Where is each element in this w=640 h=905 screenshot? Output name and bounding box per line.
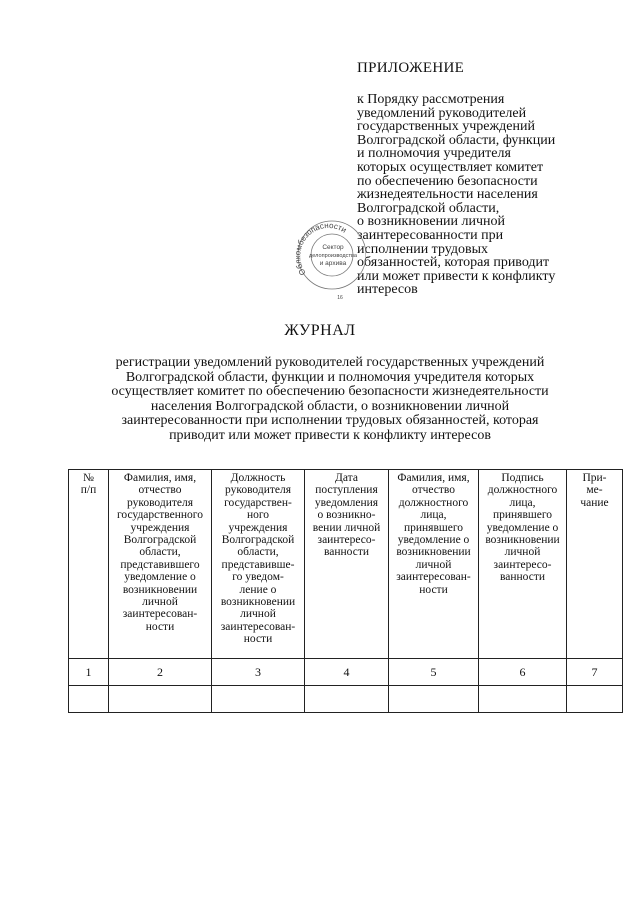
journal-title: ЖУРНАЛ bbox=[284, 322, 356, 339]
header-line: ности bbox=[145, 620, 175, 633]
header-line: государствен- bbox=[224, 496, 292, 509]
header-line: вении личной bbox=[312, 521, 381, 534]
empty-cell bbox=[212, 686, 305, 713]
stamp-ring-text: Облкомбезопасности bbox=[293, 220, 349, 277]
header-line: личной bbox=[240, 608, 276, 621]
appendix-line: о возникновении личной bbox=[357, 214, 506, 230]
stamp-center-line: Сектор bbox=[322, 244, 344, 251]
header-line: заинтересо- bbox=[493, 558, 552, 571]
header-line: лица, bbox=[420, 509, 447, 522]
header-line: личной bbox=[415, 558, 452, 571]
header-line: № bbox=[83, 472, 94, 484]
column-number-cell: 2 bbox=[109, 659, 212, 686]
header-note bbox=[567, 470, 623, 659]
column-number-cell: 5 bbox=[389, 659, 479, 686]
header-line: заинтересован- bbox=[220, 620, 296, 633]
header-line: возникновении bbox=[122, 583, 198, 596]
header-line: возникновении bbox=[396, 546, 471, 559]
journal-subtitle-line: регистрации уведомлений руководителей государственных учреждений bbox=[115, 355, 545, 370]
empty-cell bbox=[109, 686, 212, 713]
header-official-full-name bbox=[389, 470, 479, 659]
header-line: должностного bbox=[487, 484, 558, 497]
header-line: Должность bbox=[230, 472, 286, 484]
header-line: уведомление о bbox=[397, 534, 470, 547]
header-line: отчество bbox=[138, 484, 182, 497]
appendix-line: уведомлений руководителей bbox=[357, 105, 527, 121]
appendix-line: заинтересованности при bbox=[357, 227, 504, 243]
header-line: области, bbox=[237, 546, 279, 559]
register-table bbox=[68, 469, 623, 713]
appendix-line: интересов bbox=[357, 282, 418, 298]
appendix-line: и полномочия учредителя bbox=[357, 146, 511, 162]
header-line: представивше- bbox=[221, 558, 295, 571]
appendix-line: исполнении трудовых bbox=[357, 241, 489, 257]
header-line: учреждения bbox=[130, 521, 190, 534]
journal-subtitle-line: осуществляет комитет по обеспечению безопасности жизнедеятельности bbox=[111, 384, 549, 400]
appendix-line: обязанностей, которая приводит bbox=[357, 255, 550, 271]
appendix-line: или может привести к конфликту bbox=[357, 268, 556, 284]
header-line: возникновении bbox=[485, 534, 560, 547]
header-line: заинтересован- bbox=[396, 571, 471, 584]
header-line: о возникно- bbox=[317, 509, 376, 522]
header-line: ванности bbox=[499, 571, 545, 584]
appendix-line: к Порядку рассмотрения bbox=[357, 92, 505, 107]
header-line: руководителя bbox=[224, 484, 292, 497]
journal-subtitle-line: заинтересованности при исполнении трудовых обязанностей, которая bbox=[121, 413, 539, 429]
header-line: При- bbox=[582, 472, 607, 484]
header-line: ление о bbox=[239, 583, 277, 596]
header-line: лица, bbox=[509, 496, 536, 509]
column-number-cell: 4 bbox=[305, 659, 389, 686]
header-number bbox=[69, 470, 109, 659]
table-header-row bbox=[69, 470, 623, 659]
header-line: п/п bbox=[80, 484, 97, 497]
appendix-reference bbox=[357, 93, 627, 297]
header-head-position bbox=[212, 470, 305, 659]
header-line: Фамилия, имя, bbox=[123, 472, 197, 484]
appendix-line: по обеспечению безопасности bbox=[357, 173, 538, 189]
header-line: представившего bbox=[120, 558, 200, 571]
header-line: Подпись bbox=[501, 472, 544, 484]
header-line: государственного bbox=[117, 509, 203, 522]
journal-subtitle-line: Волгоградской области, функции и полномочия учредителя которых bbox=[125, 369, 535, 385]
empty-cell bbox=[567, 686, 623, 713]
column-number-cell: 3 bbox=[212, 659, 305, 686]
header-line: личной bbox=[142, 596, 178, 609]
header-head-full-name bbox=[109, 470, 212, 659]
empty-cell bbox=[69, 686, 109, 713]
column-number-cell: 6 bbox=[479, 659, 567, 686]
header-line: отчество bbox=[411, 484, 456, 497]
table-number-row bbox=[69, 659, 623, 686]
header-line: Фамилия, имя, bbox=[397, 472, 470, 484]
header-line: учреждения bbox=[228, 521, 288, 534]
appendix-line: Волгоградской области, функции bbox=[357, 132, 556, 148]
header-line: принявшего bbox=[492, 509, 553, 522]
header-line: Волгоградской bbox=[221, 534, 295, 547]
appendix-line: жизнедеятельности населения bbox=[357, 187, 538, 203]
header-line: Дата bbox=[335, 472, 358, 484]
header-line: заинтересо- bbox=[317, 534, 376, 547]
table-empty-row bbox=[69, 686, 623, 713]
header-line: поступления bbox=[315, 484, 378, 497]
header-line: возникновении bbox=[220, 596, 296, 609]
empty-cell bbox=[389, 686, 479, 713]
header-line: личной bbox=[504, 546, 541, 559]
header-line: ванности bbox=[323, 546, 369, 559]
registration-stamp bbox=[292, 215, 366, 303]
header-line: руководителя bbox=[126, 496, 194, 509]
header-line: уведомления bbox=[314, 496, 379, 509]
journal-subtitle-line: приводит или может привести к конфликту интересов bbox=[169, 427, 491, 443]
empty-cell bbox=[305, 686, 389, 713]
header-line: заинтересован- bbox=[122, 608, 198, 621]
column-number-cell: 1 bbox=[69, 659, 109, 686]
header-line: уведомление о bbox=[124, 571, 196, 584]
appendix-line: которых осуществляет комитет bbox=[357, 159, 544, 175]
empty-cell bbox=[479, 686, 567, 713]
column-number-cell: 7 bbox=[567, 659, 623, 686]
header-line: области, bbox=[139, 546, 181, 559]
appendix-title: ПРИЛОЖЕНИЕ bbox=[357, 60, 465, 76]
header-receipt-date bbox=[305, 470, 389, 659]
stamp-center-line: делопроизводства bbox=[308, 253, 358, 259]
header-line: ности bbox=[243, 633, 273, 646]
header-line: ме- bbox=[586, 484, 603, 497]
header-line: принявшего bbox=[403, 521, 464, 534]
stamp-number: 16 bbox=[337, 295, 343, 301]
journal-subtitle bbox=[60, 356, 600, 444]
journal-subtitle-line: населения Волгоградской области, о возникновении личной bbox=[150, 398, 510, 414]
header-line: чание bbox=[580, 496, 609, 509]
header-line: го уведом- bbox=[232, 571, 284, 584]
appendix-line: Волгоградской области, bbox=[357, 200, 500, 216]
stamp-center-line: и архива bbox=[319, 260, 347, 267]
header-line: Волгоградской bbox=[123, 534, 197, 547]
header-line: ности bbox=[419, 583, 448, 596]
header-line: уведомление о bbox=[486, 521, 559, 534]
header-line: ного bbox=[246, 509, 270, 522]
appendix-line: государственных учреждений bbox=[357, 119, 535, 135]
header-official-signature bbox=[479, 470, 567, 659]
header-line: должностного bbox=[398, 496, 469, 509]
